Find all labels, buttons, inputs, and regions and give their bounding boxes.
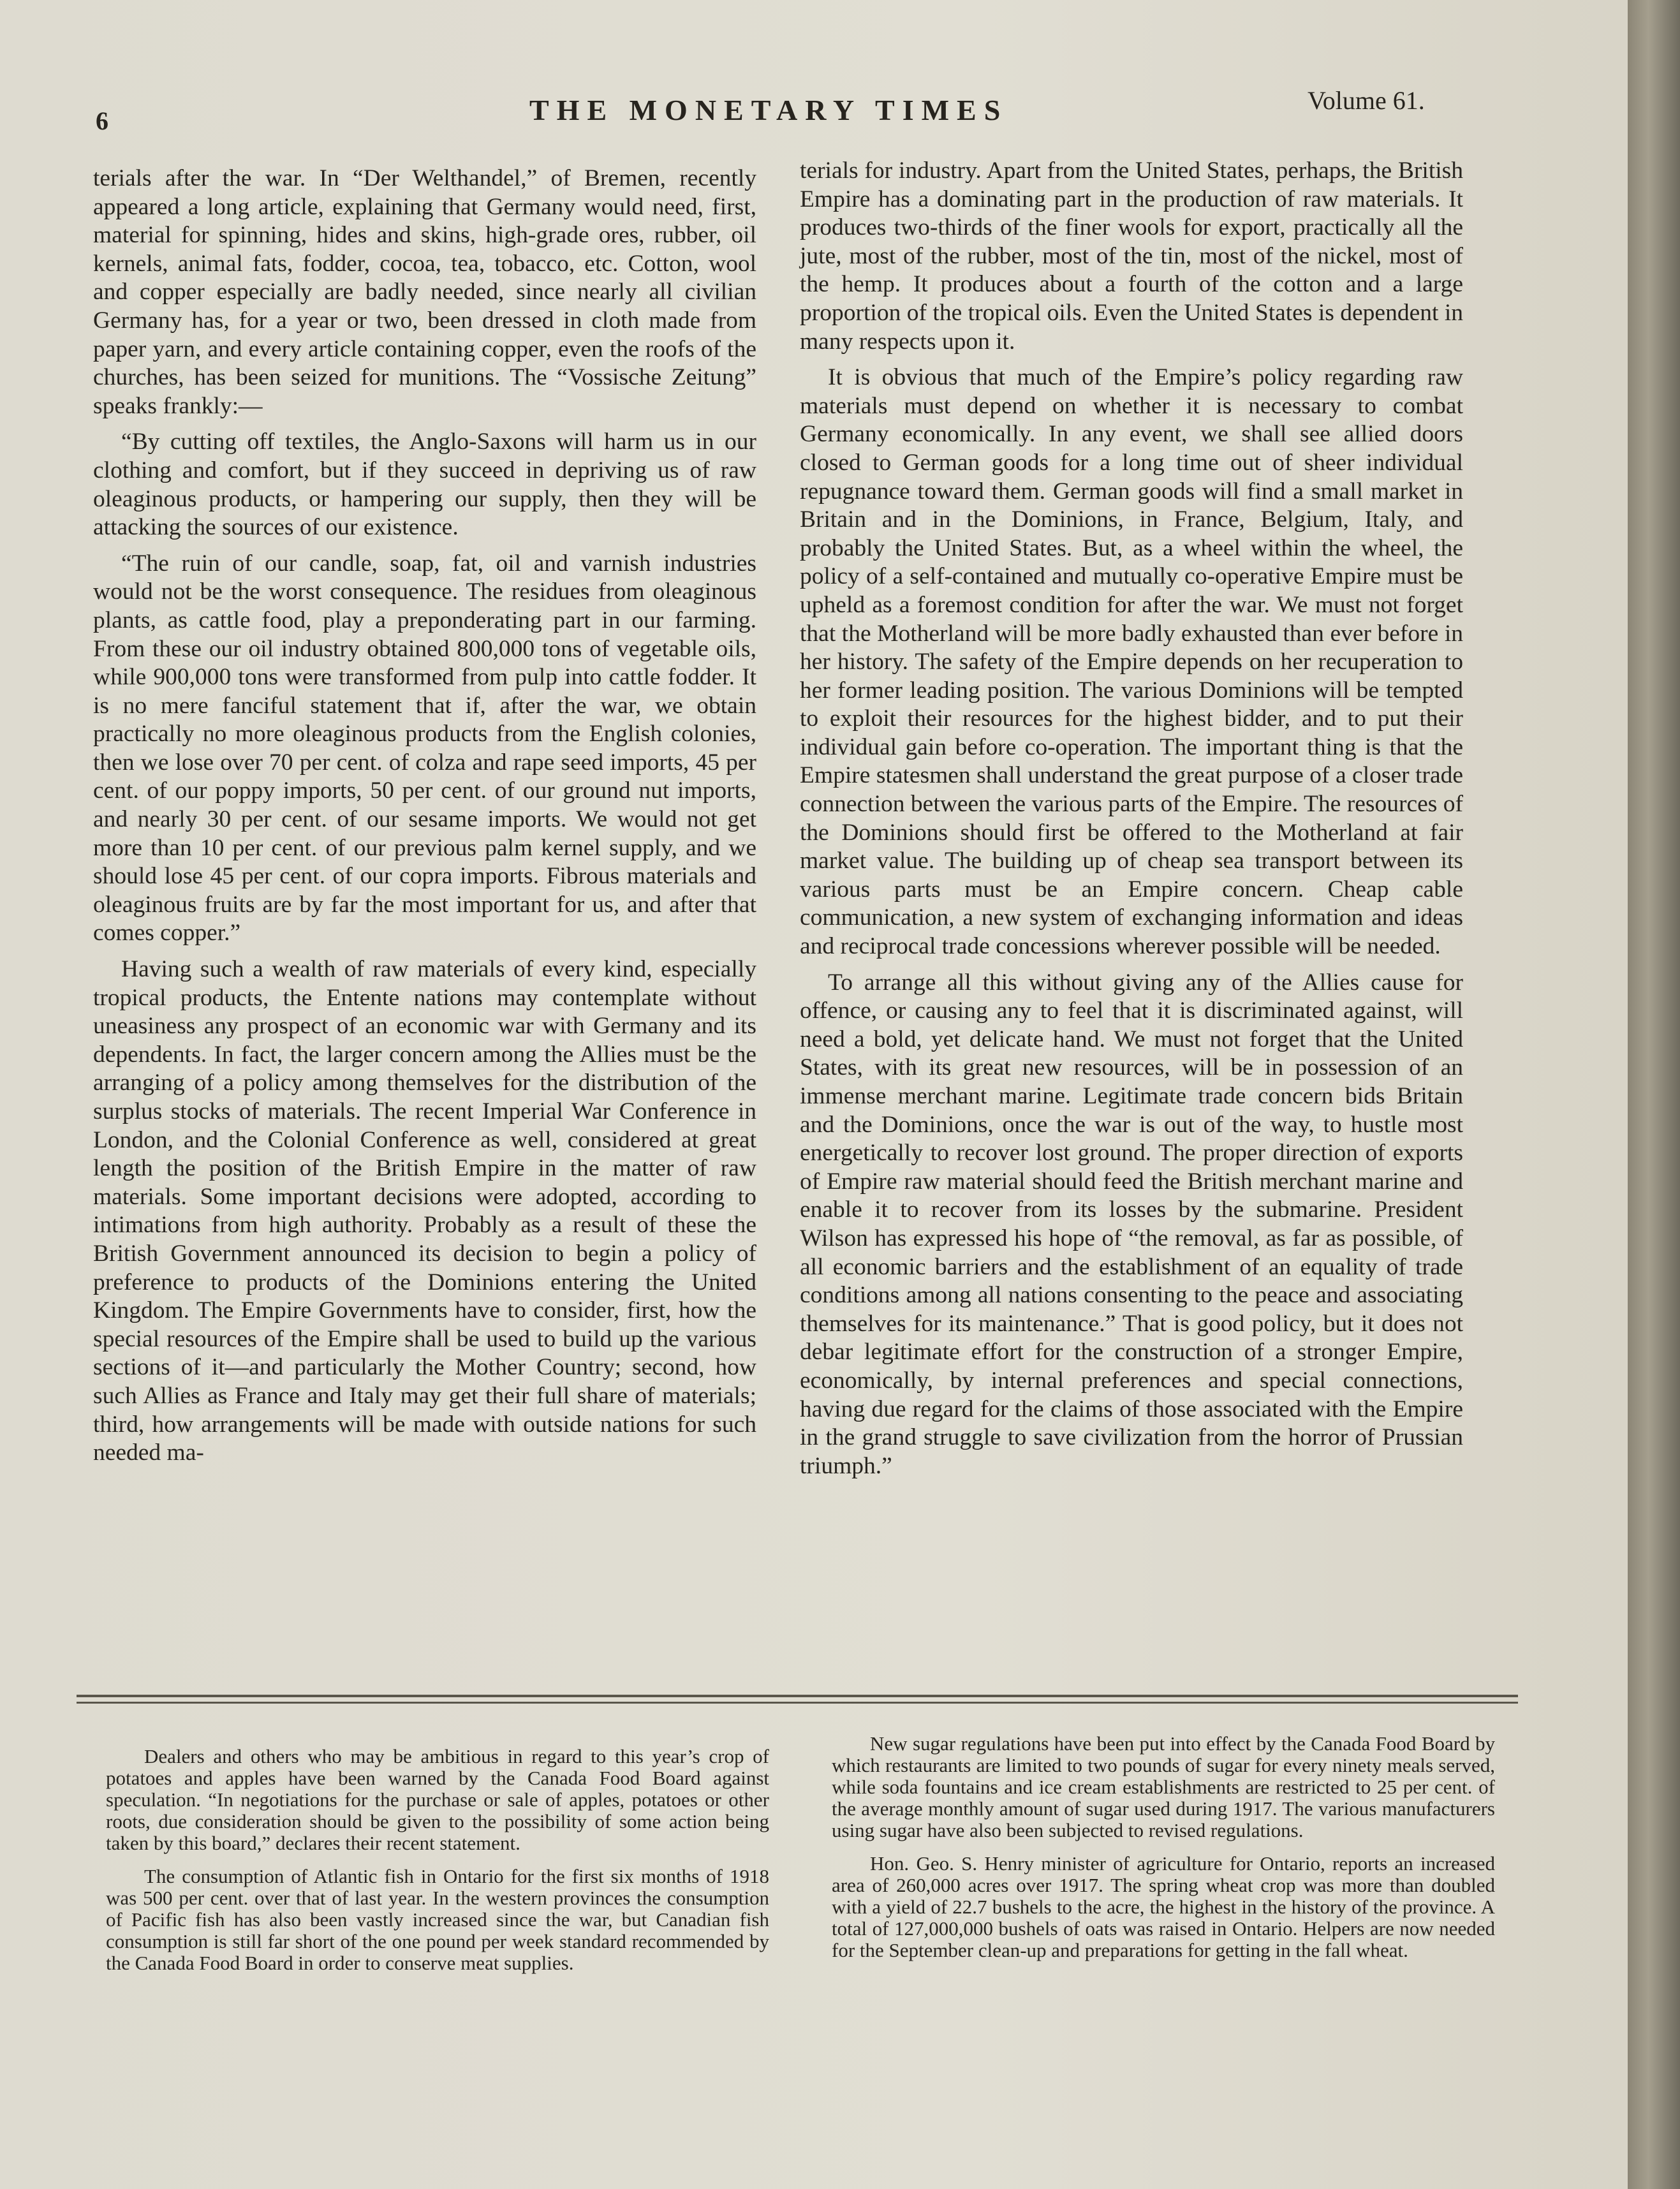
page-header [0,77,1628,134]
binding-edge [1628,0,1680,2189]
running-title: THE MONETARY TIMES [529,94,1008,126]
news-notes-right [832,1733,1495,1973]
page-number: 6 [96,107,108,135]
paragraph: “By cutting off textiles, the Anglo-Saxons will harm us in our clothing and comfort, but if they succeed in depriving us of raw oleaginous products, or hampering our supply, then they will be attacking the sources of our existence. [93,429,756,541]
paragraph: It is obvious that much of the Empire’s policy regarding raw materials must depend on whether it is necessary to combat Germany economically. In any event, we shall see allied doors closed to German goods for a long time out of sheer individual repugnance toward them. German goods will find a small market in Britain and in the Dominions, in France, Belgium, Italy, and probably the United States. But, as a wheel within the wheel, the policy of a self-contained and mutually co-operative Empire must be upheld as a foremost condition for after the war. We must not forget that the Motherland will be more badly exhausted than ever before in her history. The safety of the Empire depends on her recuperation to her former leading position. The various Dominions will be tempted to exploit their resources for the highest bidder, and to put their individual gain before co-operation. The important thing is that the Empire statesmen shall understand the great purpose of a closer trade connection between the various parts of the Empire. The resources of the Dominions should first be offered to the Motherland at fair market value. The building up of cheap sea transport between its various parts must be an Empire concern. Cheap cable communication, a new system of exchanging information and ideas and reciprocal trade concessions wherever possible will be needed. [800,364,1463,960]
paragraph: terials after the war. In “Der Welthandel,” of Bremen, recently appeared a long article, explaining that Germany would need, first, material for spinning, hides and skins, high-grade ores, rubber, oil kernels, animal fats, fodder, cocoa, tea, tobacco, etc. Cotton, wool and copper especially are badly needed, since nearly all civilian Germany has, for a year or two, been dressed in cloth made from paper yarn, and every article containing copper, even the roofs of the churches, has been seized for munitions. The “Vossische Zeitung” speaks frankly:— [93,165,756,419]
news-note: New sugar regulations have been put into effect by the Canada Food Board by which restaurants are limited to two pounds of sugar for every ninety meals served, while soda fountains and ice cream establishments are restricted to 25 per cent. of the average monthly amount of sugar used during 1917. The various manufacturers using sugar have also been subjected to revised regulations. [832,1732,1495,1841]
paragraph: To arrange all this without giving any of the Allies cause for offence, or causing any to feel that it is discriminated against, will need a bold, yet delicate hand. We must not forget that the United States, with its great new resources, will be in possession of an immense merchant marine. Legitimate trade concern bids Britain and the Dominions, once the war is out of the way, to hustle most energetically to recover lost ground. The proper direction of exports of Empire raw material should feed the British merchant marine and enable it to recover from its losses by the submarine. President Wilson has expressed his hope of “the removal, as far as possible, of all economic barriers and the establishment of an equality of trade conditions among all nations consenting to the peace and associating themselves for its maintenance.” That is good policy, but it does not debar legitimate effort for the construction of a stronger Empire, economically, by internal preferences and special connections, having due regard for the claims of those associated with the Empire in the grand struggle to save civilization from the horror of Prussian triumph.” [800,969,1463,1479]
article-column-right [800,157,1463,1488]
paragraph: “The ruin of our candle, soap, fat, oil and varnish industries would not be the worst consequence. The residues from oleaginous plants, as cattle food, play a preponderating part in our farming. From these our oil industry obtained 800,000 tons of vegetable oils, while 900,000 tons were transformed from pulp into cattle fodder. It is no mere fanciful statement that if, after the war, we obtain practically no more oleaginous products from the English colonies, then we lose over 70 per cent. of colza and rape seed imports, 45 per cent. of our poppy imports, 50 per cent. of our ground nut imports, and nearly 30 per cent. of our sesame imports. We would not get more than 10 per cent. of our previous palm kernel supply, and we should lose 45 per cent. of our copra imports. Fibrous materials and oleaginous fruits are by far the most important for us, and after that comes copper.” [93,550,756,947]
section-divider [77,1702,1518,1704]
news-note: Hon. Geo. S. Henry minister of agriculture for Ontario, reports an increased area of 260,000 acres over 1917. The spring wheat crop was more than doubled with a yield of 22.7 bushels to the acre, the highest in the history of the province. A total of 127,000,000 bushels of oats was raised in Ontario. Helpers are now needed for the September clean-up and preparations for getting in the fall wheat. [832,1852,1495,1961]
paragraph: Having such a wealth of raw materials of every kind, especially tropical products, the Entente nations may contemplate without uneasiness any prospect of an economic war with Germany and its dependents. In fact, the larger concern among the Allies must be the arranging of a policy among themselves for the distribution of the surplus stocks of materials. The recent Imperial War Conference in London, and the Colonial Conference as well, considered at great length the position of the British Empire in the matter of raw materials. Some important decisions were adopted, according to intimations from high authority. Probably as a result of these the British Government announced its decision to begin a policy of preference to products of the Dominions entering the United Kingdom. The Empire Governments have to consider, first, how the special resources of the Empire shall be used to build up the various sections of it—and particularly the Mother Country; second, how such Allies as France and Italy may get their full share of materials; third, how arrangements will be made with outside nations for such needed ma- [93,956,756,1466]
section-divider [77,1695,1518,1697]
news-notes-left [106,1746,769,1986]
news-note: Dealers and others who may be ambitious in regard to this year’s crop of potatoes and apples have been warned by the Canada Food Board against speculation. “In negotiations for the purchase or sale of apples, potatoes or other roots, due consideration should be given to the possibility of some action being taken by this board,” declares their recent statement. [106,1745,769,1854]
volume-label: Volume 61. [1308,86,1425,115]
paragraph: terials for industry. Apart from the United States, perhaps, the British Empire has a dominating part in the production of raw materials. It produces two-thirds of the finer wools for export, practically all the jute, most of the rubber, most of the tin, most of the nickel, most of the hemp. It produces about a fourth of the cotton and a large proportion of the tropical oils. Even the United States is dependent in many respects upon it. [800,158,1463,355]
news-note: The consumption of Atlantic fish in Ontario for the first six months of 1918 was 500 per cent. over that of last year. In the western provinces the consumption of Pacific fish has also been vastly increased since the war, but Canadian fish consumption is still far short of the one pound per week standard recommended by the Canada Food Board in order to conserve meat supplies. [106,1865,769,1974]
article-column-left [93,165,756,1475]
